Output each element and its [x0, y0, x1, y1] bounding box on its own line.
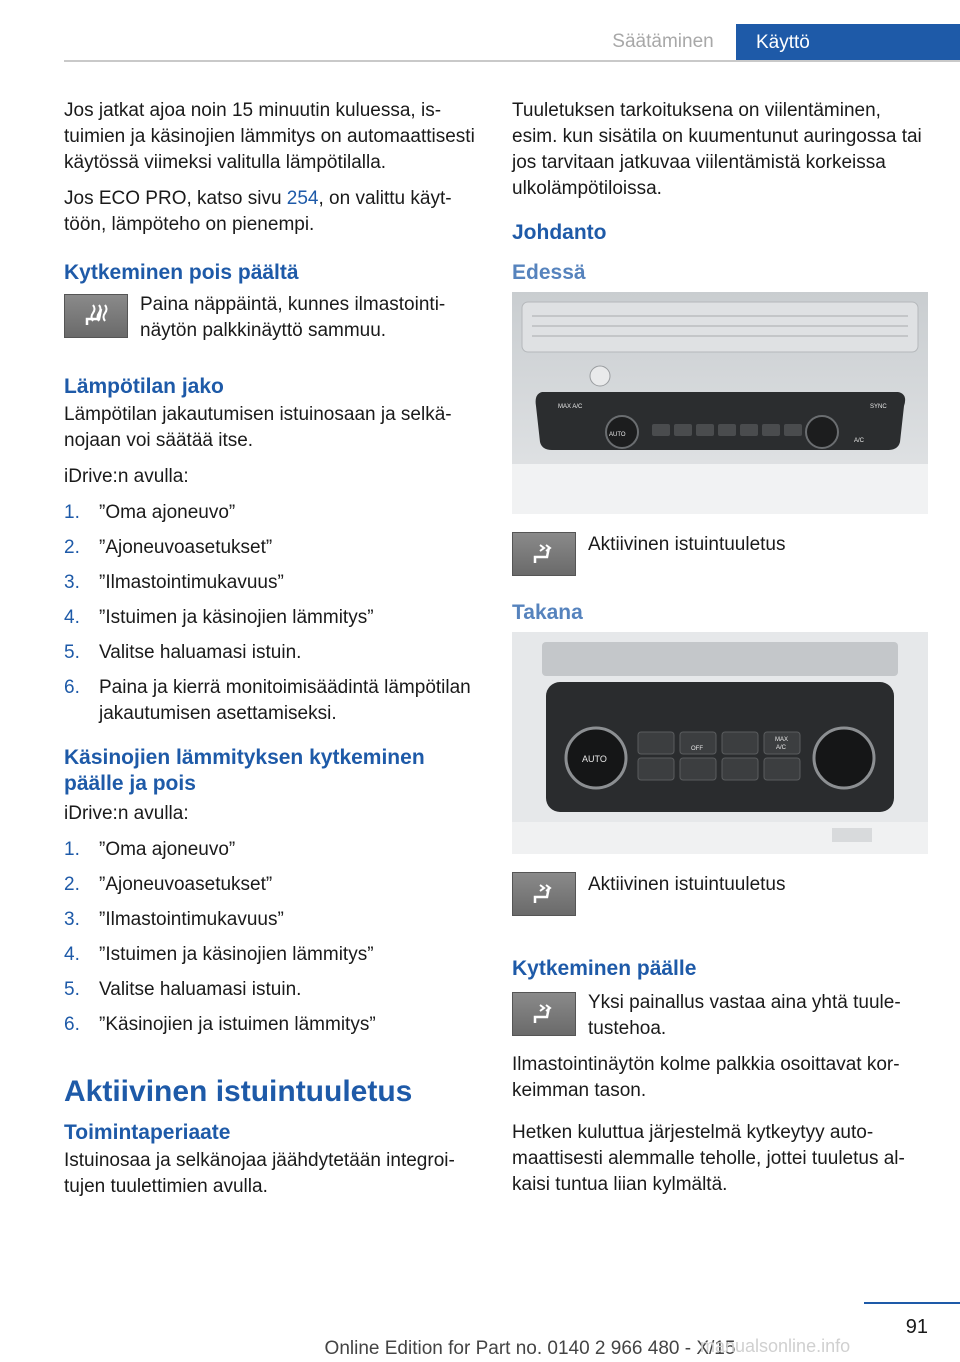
- list-number: 5.: [64, 979, 80, 1000]
- seat-ventilation-button-icon: [512, 532, 576, 576]
- rear-auto-label: AUTO: [582, 754, 607, 764]
- paragraph-purpose: Tuuletuksen tarkoituksena on viilentäminen, esim. kun sisätila on kuumentunut auringossa tai jos tarvitaan jatkuvaa viilentämistä korkeissa ulkolämpötiloissa.: [512, 100, 922, 199]
- footer-divider: [864, 1302, 960, 1304]
- list-number: 6.: [64, 677, 80, 698]
- header-divider: [64, 60, 960, 62]
- paragraph-three-bars: Ilmastointinäytön kolme palkkia osoittavat korkeimman tason.: [512, 1054, 900, 1101]
- list-text: ”Oma ajoneuvo”: [99, 839, 236, 860]
- rear-max-label: MAX: [775, 737, 789, 743]
- list-item: [64, 907, 478, 933]
- list-text: Valitse haluamasi istuin.: [99, 642, 302, 663]
- switch-on-text: Yksi painallus vastaa aina yhtä tuuletustehoa.: [588, 992, 901, 1039]
- watermark: manualsonline.info: [700, 1336, 851, 1356]
- list-text: Valitse haluamasi istuin.: [99, 979, 302, 1000]
- eco-pro-text-before: Jos ECO PRO, katso sivu: [64, 188, 287, 209]
- list-text: ”Oma ajoneuvo”: [99, 502, 236, 523]
- switch-on-row: [512, 990, 930, 1042]
- list-number: 2.: [64, 874, 80, 895]
- list-text: ”Ajoneuvoasetukset”: [99, 874, 273, 895]
- idrive-label-2: iDrive:n avulla:: [64, 803, 189, 824]
- rear-ventilation-row: [512, 870, 930, 916]
- list-text: ”Käsinojien ja istuimen lämmitys”: [99, 1014, 376, 1035]
- seat-heating-button-icon: [64, 294, 128, 338]
- steps-list-split: [64, 500, 478, 727]
- list-text: ”Ilmastointimukavuus”: [99, 909, 284, 930]
- seat-ventilation-button-icon: [512, 992, 576, 1036]
- list-number: 5.: [64, 642, 80, 663]
- heading-principle: Toimintaperiaate: [64, 1121, 231, 1144]
- front-climate-panel-image: [512, 292, 928, 514]
- paragraph-reheat: Jos jatkat ajoa noin 15 minuutin kuluessa, istuimien ja käsinojien lämmitys on automaattisesti käytössä viimeksi valitulla lämpötilalla.: [64, 100, 475, 173]
- header-tab-saataminen: Säätäminen: [612, 31, 714, 52]
- heading-armrest-heating: Käsinojien lämmityksen kytkeminen päälle ja pois: [64, 746, 425, 795]
- left-column: [64, 98, 478, 1210]
- list-item: [64, 977, 478, 1003]
- eco-pro-text-after: , on valittu käyttöön, lämpöteho on pienempi.: [64, 188, 452, 235]
- list-item: [64, 837, 478, 863]
- heading-switch-off: Kytkeminen pois päältä: [64, 261, 299, 284]
- list-text: Paina ja kierrä monitoimisäädintä lämpötilan jakautumisen asettamiseksi.: [99, 677, 471, 724]
- heading-temperature-split: Lämpötilan jako: [64, 375, 224, 398]
- heading-front: Edessä: [512, 261, 586, 284]
- rear-ac-label: A/C: [776, 745, 787, 751]
- list-text: ”Istuimen ja käsinojien lämmitys”: [99, 607, 374, 628]
- edition-footer: Online Edition for Part no. 0140 2 966 480 - X/15: [324, 1338, 736, 1359]
- rear-climate-panel-image: [512, 632, 928, 854]
- steps-list-armrest: [64, 837, 478, 1038]
- heading-active-seat-ventilation: Aktiivinen istuintuuletus: [64, 1075, 413, 1108]
- list-item: [64, 872, 478, 898]
- list-item: [64, 640, 478, 666]
- front-auto-label: AUTO: [609, 432, 626, 438]
- paragraph-temperature-split: Lämpötilan jakautumisen istuinosaan ja selkänojaan voi säätää itse.: [64, 404, 452, 451]
- list-number: 4.: [64, 944, 80, 965]
- list-number: 4.: [64, 607, 80, 628]
- heading-rear: Takana: [512, 601, 583, 624]
- list-number: 1.: [64, 502, 80, 523]
- list-item: [64, 605, 478, 631]
- list-item: [64, 570, 478, 596]
- list-item: [64, 675, 478, 727]
- list-item: [64, 1012, 478, 1038]
- heading-switch-on: Kytkeminen päälle: [512, 957, 697, 980]
- idrive-label-1: iDrive:n avulla:: [64, 466, 189, 487]
- list-text: ”Istuimen ja käsinojien lämmitys”: [99, 944, 374, 965]
- switch-off-row: [64, 292, 478, 344]
- switch-off-text: Paina näppäintä, kunnes ilmastointinäytön palkkinäyttö sammuu.: [140, 294, 446, 341]
- front-ventilation-row: [512, 530, 930, 576]
- page-number: 91: [905, 1316, 928, 1338]
- list-text: ”Ajoneuvoasetukset”: [99, 537, 273, 558]
- rear-ventilation-caption: Aktiivinen istuintuuletus: [588, 874, 786, 895]
- list-number: 3.: [64, 909, 80, 930]
- paragraph-principle: Istuinosaa ja selkänojaa jäähdytetään integroitujen tuulettimien avulla.: [64, 1150, 455, 1197]
- list-item: [64, 942, 478, 968]
- header-tab-kaytto: Käyttö: [736, 24, 960, 61]
- list-number: 3.: [64, 572, 80, 593]
- front-sync-label: SYNC: [870, 404, 887, 410]
- rear-off-label: OFF: [691, 746, 703, 752]
- list-item: [64, 500, 478, 526]
- list-number: 6.: [64, 1014, 80, 1035]
- paragraph-auto-reduce: Hetken kuluttua järjestelmä kytkeytyy automaattisesti alemmalle teholle, jottei tuuletus alkaisi tuntua liian kylmältä.: [512, 1122, 905, 1195]
- page-link-254[interactable]: 254: [286, 188, 319, 209]
- seat-ventilation-button-icon: [512, 872, 576, 916]
- heading-introduction: Johdanto: [512, 221, 607, 244]
- front-ac-label: A/C: [854, 438, 865, 444]
- list-item: [64, 535, 478, 561]
- front-max-ac-label: MAX A/C: [558, 404, 583, 410]
- list-number: 1.: [64, 839, 80, 860]
- list-number: 2.: [64, 537, 80, 558]
- right-column: [512, 98, 930, 1208]
- list-text: ”Ilmastointimukavuus”: [99, 572, 284, 593]
- front-ventilation-caption: Aktiivinen istuintuuletus: [588, 534, 786, 555]
- paragraph-eco-pro: [64, 186, 478, 238]
